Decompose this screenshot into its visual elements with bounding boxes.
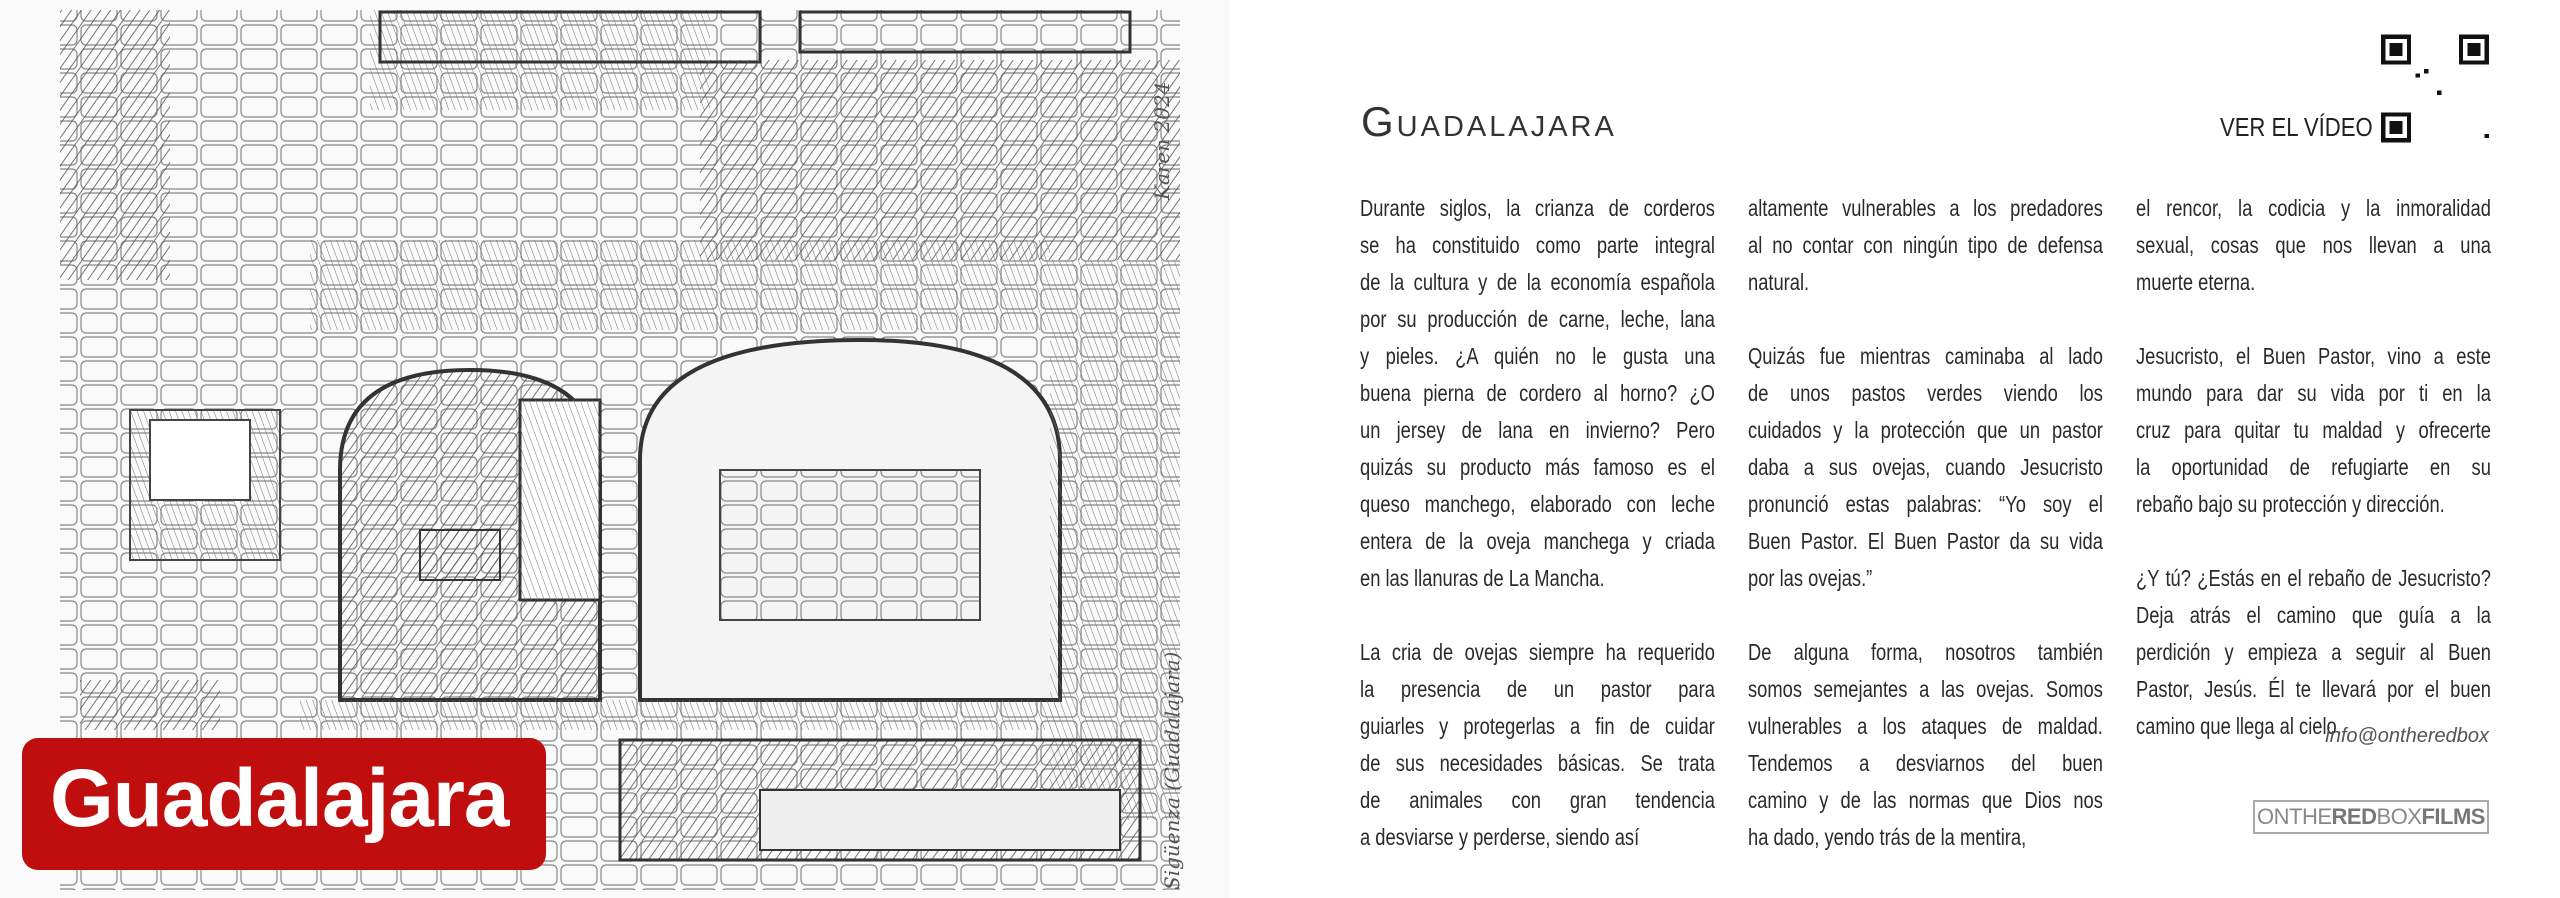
text-line: cruz para quitar tu maldad y ofrecerte: [2136, 417, 2491, 443]
text-line: al no contar con ningún tipo de defensa: [1748, 232, 2103, 258]
text-line: rebaño bajo su protección y dirección.: [2136, 491, 2445, 517]
text-line: Durante siglos, la crianza de corderos: [1360, 195, 1715, 221]
text-line: camino que llega al cielo.: [2136, 713, 2342, 739]
text-column-3: [2136, 190, 2491, 745]
text-line: perdición y empieza a seguir al Buen: [2136, 639, 2491, 665]
text-line: De alguna forma, nosotros también: [1748, 639, 2103, 665]
text-line: quizás su producto más famoso es el: [1360, 454, 1715, 480]
location-badge-label: Guadalajara: [50, 753, 509, 844]
text-line: queso manchego, elaborado con leche: [1360, 491, 1715, 517]
page-title: Guadalajara: [1361, 98, 1617, 145]
contact-email[interactable]: info@ontheredbox: [2325, 725, 2489, 747]
text-line: a desviarse y perderse, siendo así: [1360, 824, 1640, 850]
text-line: Quizás fue mientras caminaba al lado: [1748, 343, 2103, 369]
text-line: en las llanuras de La Mancha.: [1360, 565, 1605, 591]
text-line: La cria de ovejas siempre ha requerido: [1360, 639, 1715, 665]
text-line: somos semejantes a las ovejas. Somos: [1748, 676, 2103, 702]
text-line: cuidados y la protección que un pastor: [1748, 417, 2103, 443]
text-line: de la cultura y de la economía española: [1360, 269, 1715, 295]
text-line: camino y de las normas que Dios nos: [1748, 787, 2103, 813]
text-column-2: [1748, 190, 2103, 856]
qr-code-icon[interactable]: [2381, 33, 2489, 144]
text-line: vulnerables a los ataques de maldad.: [1748, 713, 2103, 739]
text-line: Deja atrás el camino que guía a la: [2136, 602, 2491, 628]
text-line: se ha constituido como parte integral: [1360, 232, 1715, 258]
text-line: la oportunidad de refugiarte en su: [2136, 454, 2491, 480]
drawing-caption: Sigüenza (Guadalajara): [1160, 651, 1184, 890]
text-line: y pieles. ¿A quién no le gusta una: [1360, 343, 1715, 369]
text-column-1: [1360, 190, 1715, 856]
ontheredbox-films-logo: ONTHEREDBOXFILMS: [2253, 800, 2489, 834]
text-line: de sus necesidades básicas. Se trata: [1360, 750, 1715, 776]
text-line: el rencor, la codicia y la inmoralidad: [2136, 195, 2491, 221]
text-line: de unos pastos verdes viendo los: [1748, 380, 2103, 406]
text-line: mundo para dar su vida por ti en la: [2136, 380, 2491, 406]
text-line: altamente vulnerables a los predadores: [1748, 195, 2103, 221]
text-line: natural.: [1748, 269, 1810, 295]
text-line: Buen Pastor. El Buen Pastor da su vida: [1748, 528, 2103, 554]
text-line: daba a sus ovejas, cuando Jesucristo: [1748, 454, 2103, 480]
text-line: entera de la oveja manchega y criada: [1360, 528, 1715, 554]
artist-signature: Karen 2024: [1150, 81, 1174, 200]
text-line: por su producción de carne, leche, lana: [1360, 306, 1715, 332]
video-link-label[interactable]: VER EL VÍDEO: [2220, 112, 2373, 142]
text-line: la presencia de un pastor para: [1360, 676, 1715, 702]
text-line: ha dado, yendo trás de la mentira,: [1748, 824, 2027, 850]
text-line: un jersey de lana en invierno? Pero: [1360, 417, 1715, 443]
text-line: sexual, cosas que nos llevan a una: [2136, 232, 2491, 258]
text-line: muerte eterna.: [2136, 269, 2256, 295]
text-line: por las ovejas.”: [1748, 565, 1873, 591]
location-badge: [22, 738, 546, 870]
text-line: Tendemos a desviarnos del buen: [1748, 750, 2103, 776]
text-line: pronunció estas palabras: “Yo soy el: [1748, 491, 2103, 517]
pen-drawing-illustration: [0, 0, 1230, 898]
text-line: Pastor, Jesús. Él te llevará por el buen: [2136, 676, 2491, 702]
text-line: Jesucristo, el Buen Pastor, vino a este: [2136, 343, 2491, 369]
text-line: buena pierna de cordero al horno? ¿O: [1360, 380, 1715, 406]
text-line: ¿Y tú? ¿Estás en el rebaño de Jesucristo?: [2136, 565, 2491, 591]
text-line: guiarles y protegerlas a fin de cuidar: [1360, 713, 1715, 739]
text-line: de animales con gran tendencia: [1360, 787, 1715, 813]
